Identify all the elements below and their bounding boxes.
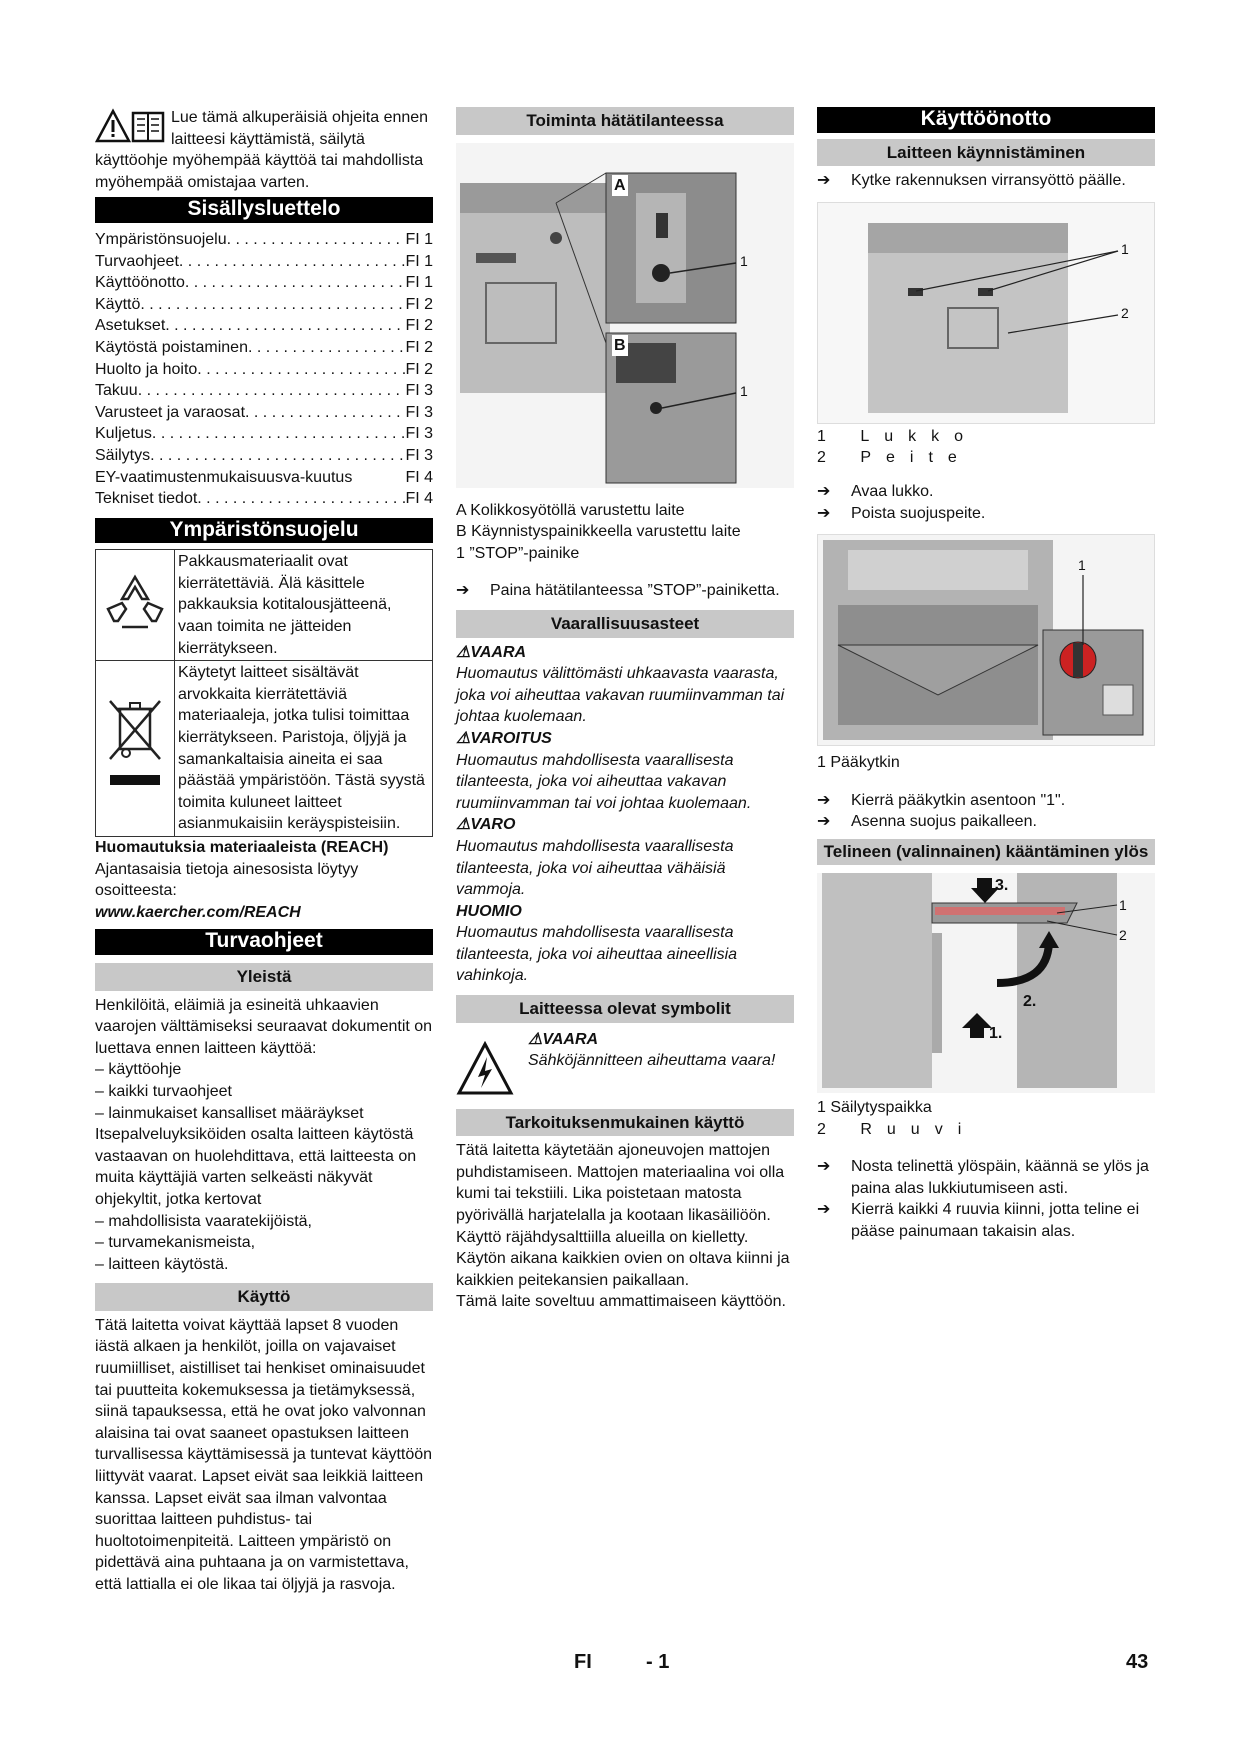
intended-use-heading: Tarkoituksenmukainen käyttö — [456, 1109, 794, 1137]
arrow-icon: ➔ — [817, 791, 831, 809]
figure-step-label: 3. — [995, 876, 1009, 894]
environment-row1-text: Pakkausmateriaalit ovat kierrätettäviä. Älä käsittele pakkauksia kotitalousjätteenä, vaan toimita ne jätteiden kierrätykseen. — [175, 550, 433, 661]
machine-photo-rack — [817, 873, 1155, 1093]
arrow-icon: ➔ — [817, 813, 831, 831]
footer-page-number: 43 — [1126, 1651, 1149, 1673]
hazard-level-text: Huomautus mahdollisesta vaarallisesta tilanteesta, joka voi aiheuttaa aineellisia vahinkoja. — [456, 924, 738, 985]
recycle-icon — [104, 573, 166, 631]
general-heading: Yleistä — [95, 963, 433, 991]
arrow-icon: ➔ — [817, 1158, 831, 1176]
toc-item[interactable]: Huolto ja hoito . . . FI 2 — [95, 359, 433, 381]
legend-item: 2 Peite — [817, 449, 972, 467]
figure-callout: 1 — [1119, 896, 1127, 913]
arrow-icon: ➔ — [817, 482, 831, 500]
reach-link[interactable]: www.kaercher.com/REACH — [95, 903, 301, 921]
intended-use-text: Tätä laitetta käytetään ajoneuvojen mattojen puhdistamiseen. Mattojen materiaalina voi olla kumi tai tekstiili. Lika poistetaan matosta pyörivällä harjatelalla ja kootaan likasäiliöön. — [456, 1142, 785, 1225]
toc-item[interactable]: Käytöstä poistaminen . . . FI 2 — [95, 337, 433, 359]
column-middle — [456, 107, 794, 1313]
figure-label-a: A — [612, 175, 628, 197]
self-service-list-item: – turvamekanismeista, — [95, 1234, 256, 1252]
arrow-icon: ➔ — [817, 504, 831, 522]
cover-step: ➔ Asenna suojus paikalleen. — [817, 811, 1155, 833]
arrow-icon: ➔ — [456, 582, 470, 600]
start-step: ➔ Kytke rakennuksen virransyöttö päälle. — [817, 170, 1155, 192]
intro-block — [95, 107, 433, 193]
intended-use-text: Käytön aikana kaikkien ovien on oltava kiinni ja kaikkien peitekansien paikallaan. — [456, 1250, 790, 1289]
environment-table — [95, 549, 433, 837]
arrow-icon: ➔ — [817, 1201, 831, 1219]
switch-step: ➔ Kierrä pääkytkin asentoon "1". — [817, 790, 1155, 812]
emergency-figure — [456, 143, 794, 488]
toc-item[interactable]: Turvaohjeet . . . FI 1 — [95, 251, 433, 273]
figure-main-switch — [817, 534, 1155, 746]
safety-heading: Turvaohjeet — [95, 929, 433, 955]
weee-icon-cell — [96, 661, 175, 837]
usage-text: Tätä laitetta voivat käyttää lapset 8 vuoden iästä alkaen ja henkilöt, joilla on vajavaiset ruumiilliset, aistilliset tai henkiset ominaisuudet tai puutteita kokemuksessa ja tietämyksessä, siinä tapauksessa, että he ovat joko valvonnan alaisina tai ovat saaneet opastuksen laitteen turvallisessa käyttämisessä ja tuntevat käyttöön liittyvät vaarat. Lapset eivät saa leikkiä laitteen kanssa. Lapset eivät saa ilman valvontaa suorittaa laitteen puhdistus- tai huoltotoimenpiteitä. Laitteen ympäristö on pidettävä aina puhtaana ja on varmistettava, että lattialla ei ole likaa tai öljyjä ja rasvoja. — [95, 1316, 433, 1593]
reach-title: Huomautuksia materiaaleista (REACH) — [95, 839, 389, 856]
caption-1: 1 ”STOP”-painike — [456, 544, 580, 562]
legend-item: 1 Pääkytkin — [817, 754, 900, 772]
emergency-step: ➔ Paina hätätilanteessa ”STOP”-painiketta. — [456, 580, 794, 602]
toc-item[interactable]: Käyttöönotto . . . FI 1 — [95, 272, 433, 294]
column-right — [817, 107, 1155, 1243]
legend-item: 2 Ruuvi — [817, 1120, 977, 1138]
emergency-heading: Toiminta hätätilanteessa — [456, 107, 794, 135]
toc-item[interactable]: EY-vaatimustenmukaisuusva-kuutus FI 4 — [95, 468, 433, 486]
figure-callout: 2 — [1121, 304, 1129, 321]
arrow-icon: ➔ — [817, 172, 831, 190]
figure-label-b: B — [612, 335, 628, 357]
toc-list — [95, 229, 433, 510]
figure-callout: 1 — [1121, 240, 1129, 257]
remove-cover-step: ➔ Poista suojuspeite. — [817, 503, 1155, 525]
footer-language: FI — [574, 1651, 592, 1673]
rack-heading: Telineen (valinnainen) kääntäminen ylös — [817, 839, 1155, 865]
intended-use-text: Tämä laite soveltuu ammattimaiseen käyttöön. — [456, 1293, 786, 1311]
general-list-item: – lainmukaiset kansalliset määräykset — [95, 1104, 364, 1122]
self-service-text: Itsepalveluyksiköiden osalta laitteen käytöstä vastaavan on huolehdittava, että laitteesta on muita käyttäjiä varten selkeästi näkyvät ohjekyltit, jotka kertovat — [95, 1126, 417, 1208]
crossed-bin-icon — [104, 695, 166, 795]
toc-item[interactable]: Kuljetus . . . FI 3 — [95, 423, 433, 445]
general-text: Henkilöitä, eläimiä ja esineitä uhkaavien vaarojen välttämiseksi seuraavat dokumentit on luettava ennen laitteen käyttöä: — [95, 996, 433, 1057]
hazard-level-text: Huomautus välittömästi uhkaavasta vaarasta, joka voi aiheuttaa vakavan ruumiinvamman tai johtaa kuolemaan. — [456, 665, 785, 726]
environment-row2-text: Käytetyt laitteet sisältävät arvokkaita kierrätettäviä materiaaleja, jotka tulisi toimittaa kierrätykseen. Paristoja, öljyjä ja samankaltaisia aineita ei saa päästää ympäristöön. Tästä syystä toimita kuluneet laitteet asianmukaisiin keräyspisteisiin. — [175, 661, 433, 837]
toc-item[interactable]: Asetukset . . . FI 2 — [95, 315, 433, 337]
toc-heading: Sisällysluettelo — [95, 197, 433, 223]
caption-a: A Kolikkosyötöllä varustettu laite — [456, 501, 685, 519]
machine-photo-switch — [818, 535, 1156, 745]
footer-page-local: - 1 — [646, 1651, 670, 1673]
toc-item[interactable]: Käyttö . . . FI 2 — [95, 294, 433, 316]
caption-b: B Käynnistyspainikkeella varustettu laite — [456, 523, 741, 541]
electric-hazard-icon — [456, 1041, 514, 1097]
machine-photo-lock — [818, 203, 1156, 423]
hazard-level-text: Huomautus mahdollisesta vaarallisesta tilanteesta, joka voi aiheuttaa vähäisiä vammoja. — [456, 837, 734, 899]
hazard-heading: Vaarallisuusasteet — [456, 610, 794, 638]
figure-callout: 2 — [1119, 926, 1127, 943]
general-list-item: – käyttöohje — [95, 1061, 182, 1079]
open-lock-step: ➔ Avaa lukko. — [817, 481, 1155, 503]
self-service-list-item: – mahdollisista vaaratekijöistä, — [95, 1212, 312, 1230]
toc-item[interactable]: Takuu . . . FI 3 — [95, 380, 433, 402]
self-service-list-item: – laitteen käytöstä. — [95, 1255, 229, 1273]
figure-callout: 1 — [740, 382, 748, 399]
recycle-icon-cell — [96, 550, 175, 661]
figure-callout: 1 — [740, 252, 748, 269]
figure-step-label: 1. — [989, 1024, 1003, 1042]
figure-rack — [817, 873, 1155, 1093]
legend-item: 1 Säilytyspaikka — [817, 1098, 932, 1116]
raise-rack-step: ➔ Nosta telinettä ylöspäin, käännä se ylös ja paina alas lukkiutumiseen asti. — [817, 1156, 1155, 1199]
hazard-level-name: ⚠VAARA — [456, 643, 527, 661]
symbols-heading: Laitteessa olevat symbolit — [456, 995, 794, 1023]
toc-item[interactable]: Tekniset tiedot . . . FI 4 — [95, 488, 433, 510]
hazard-level-name: HUOMIO — [456, 902, 522, 920]
column-left — [95, 107, 433, 1596]
warning-book-icon — [95, 107, 165, 143]
toc-item[interactable]: Säilytys . . . FI 3 — [95, 445, 433, 467]
screws-step: ➔ Kierrä kaikki 4 ruuvia kiinni, jotta teline ei pääse painumaan takaisin alas. — [817, 1199, 1155, 1242]
hazard-level-name: ⚠VARO — [456, 816, 516, 834]
figure-callout: 1 — [1078, 557, 1086, 574]
toc-item[interactable]: Varusteet ja varaosat . . . FI 3 — [95, 402, 433, 424]
symbol-danger-text: Sähköjännitteen aiheuttama vaara! — [528, 1052, 776, 1070]
hazard-level-name: ⚠VAROITUS — [456, 729, 552, 747]
start-heading: Laitteen käynnistäminen — [817, 139, 1155, 167]
symbols-block — [456, 1029, 794, 1097]
legend-item: 1 Lukko — [817, 427, 979, 445]
intended-use-text: Käyttö räjähdysalttiilla alueilla on kielletty. — [456, 1228, 749, 1246]
symbol-danger-name: ⚠VAARA — [528, 1030, 599, 1048]
figure-lock-cover — [817, 202, 1155, 424]
intro-text: Lue tämä alkuperäisiä ohjeita ennen laitteesi käyttämistä, säilytä käyttöohje myöhempää käyttöä tai mahdollista myöhempää omistajaa varten. — [95, 109, 429, 191]
reach-text: Ajantasaisia tietoja ainesosista löytyy osoitteesta: — [95, 860, 359, 900]
general-list-item: – kaikki turvaohjeet — [95, 1082, 232, 1100]
hazard-level-text: Huomautus mahdollisesta vaarallisesta tilanteesta, joka voi aiheuttaa vakavan ruumiinvamman tai voi johtaa kuolemaan. — [456, 751, 752, 812]
environment-heading: Ympäristönsuojelu — [95, 518, 433, 544]
toc-item[interactable]: Ympäristönsuojelu . . . FI 1 — [95, 229, 433, 251]
usage-heading: Käyttö — [95, 1283, 433, 1311]
commissioning-heading: Käyttöönotto — [817, 107, 1155, 133]
figure-step-label: 2. — [1023, 992, 1037, 1010]
